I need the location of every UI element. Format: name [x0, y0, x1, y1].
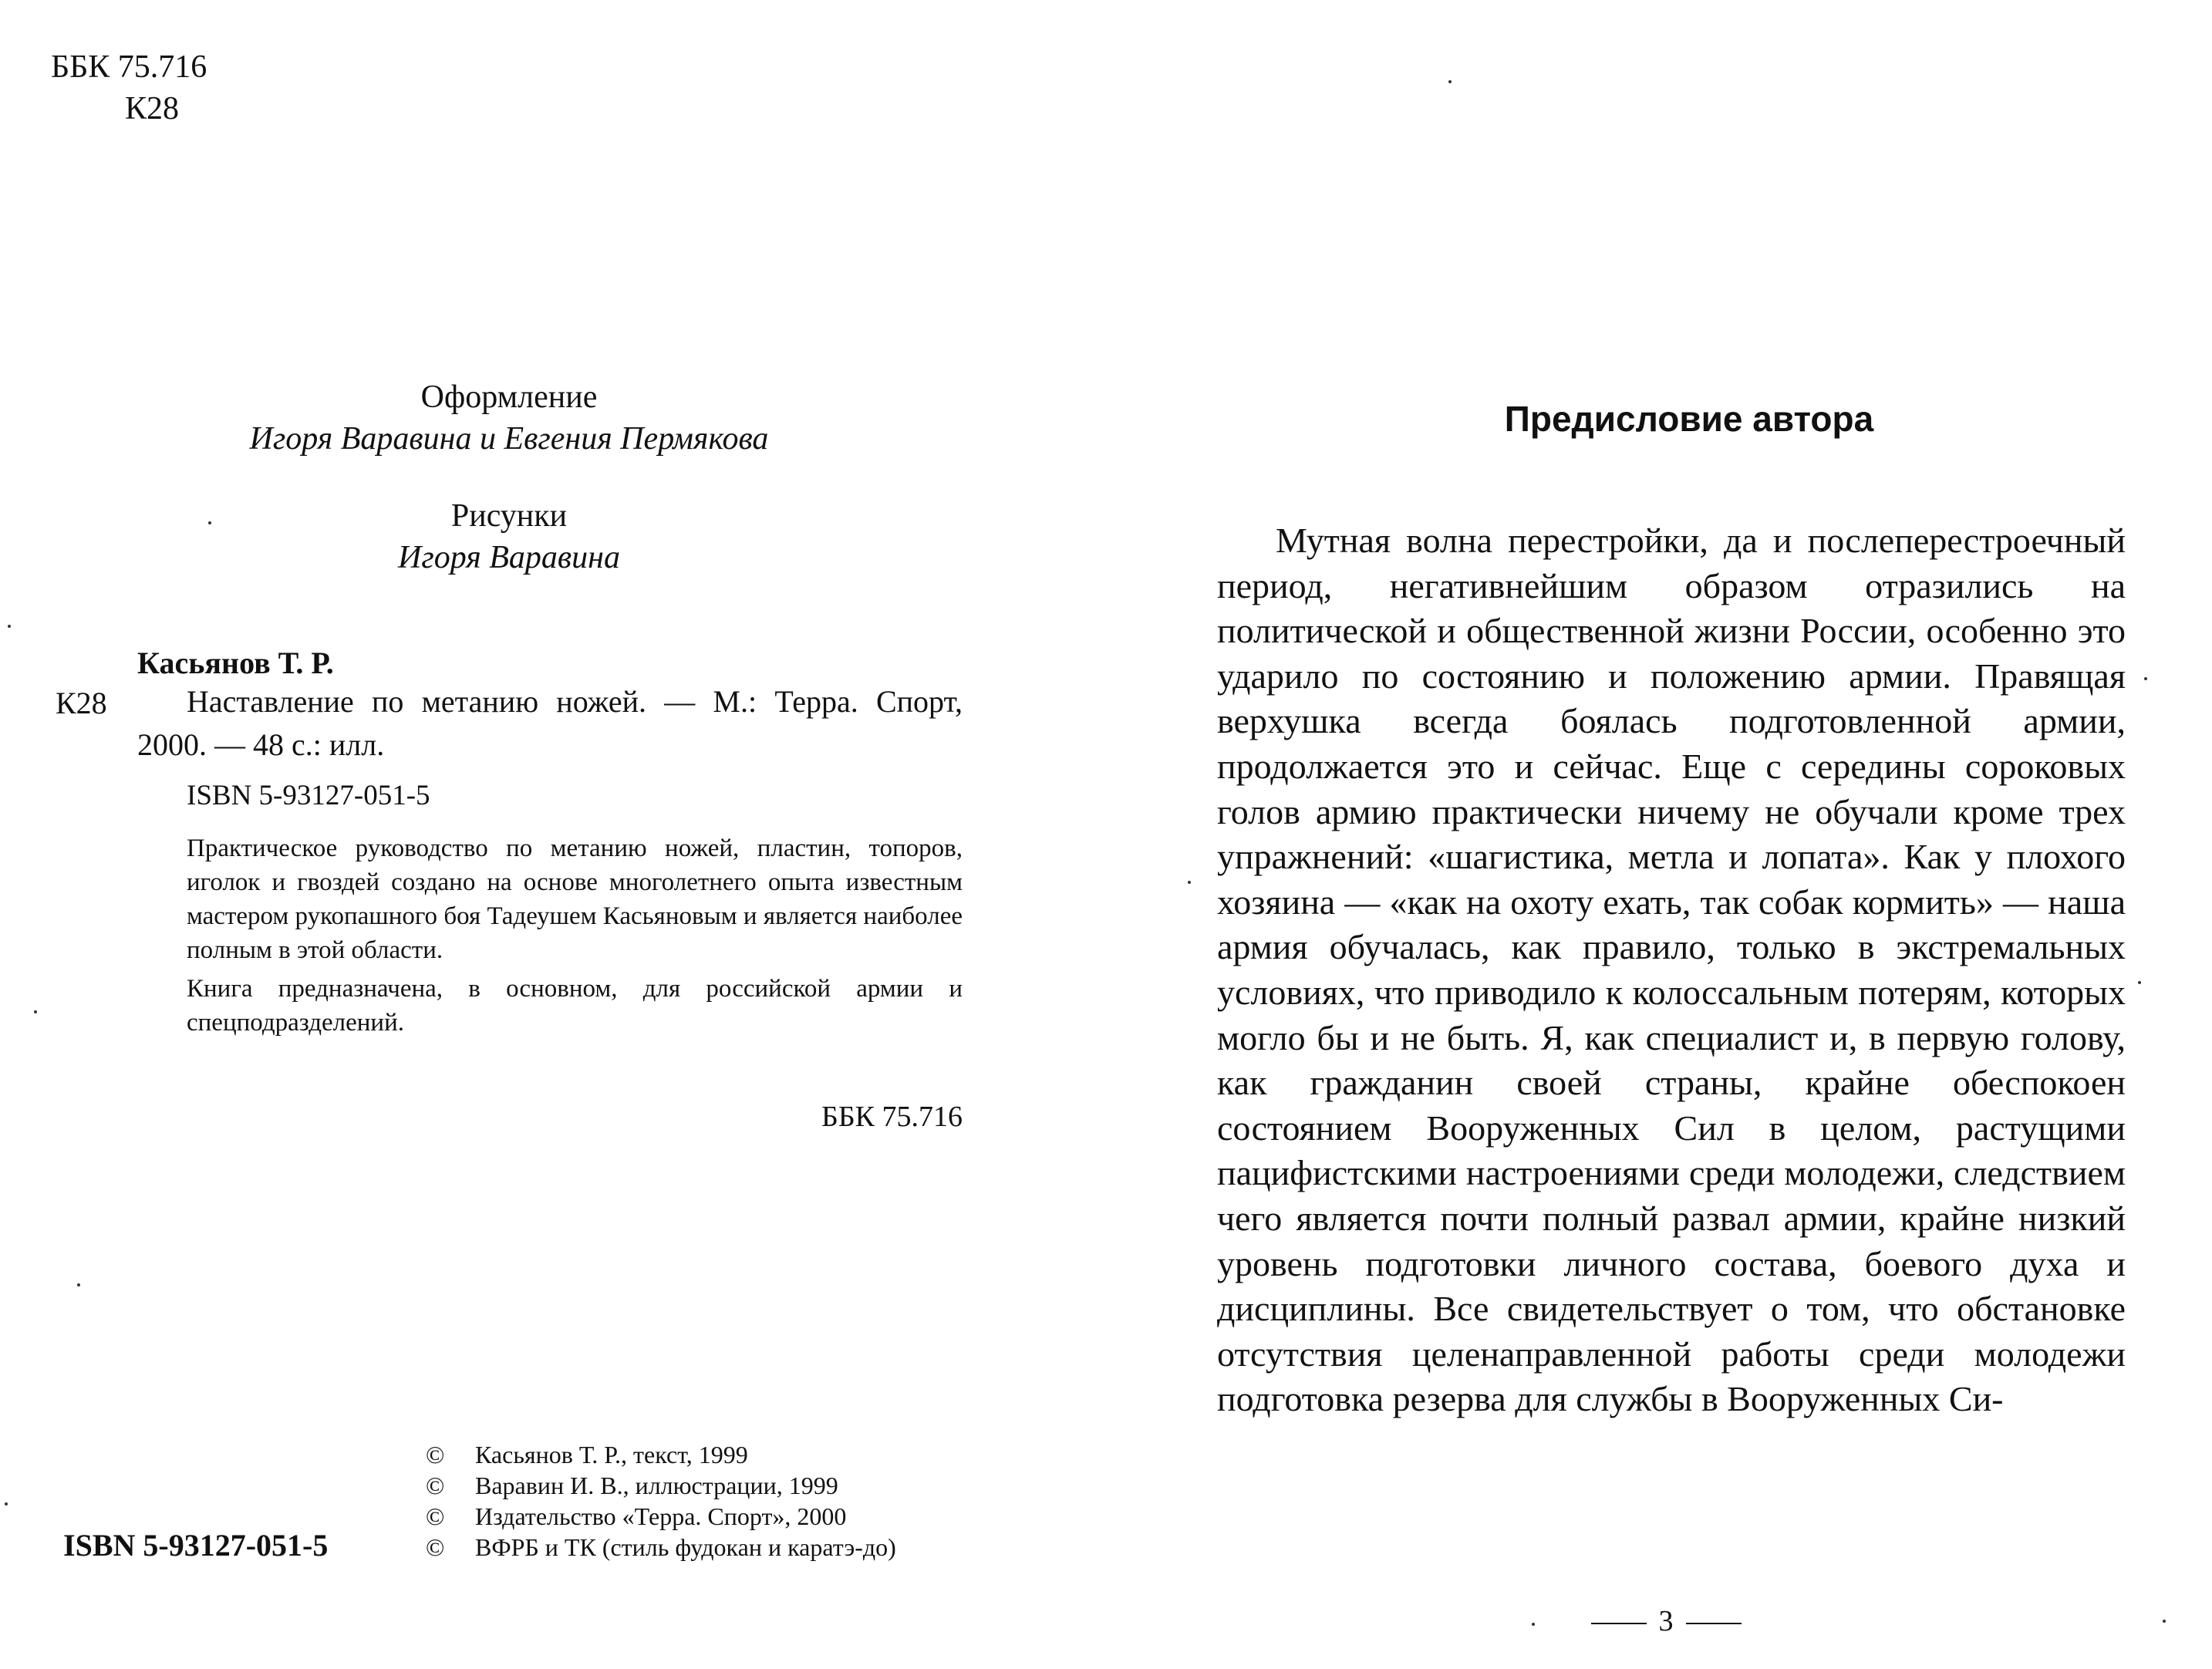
design-credits	[216, 376, 802, 578]
scan-speck	[2144, 677, 2147, 680]
copyright-icon: ©	[426, 1441, 445, 1468]
bibliographic-description: Наставление по метанию ножей. — М.: Терра. Спорт, 2000. — 48 с.: илл.	[137, 684, 963, 762]
drawings-names: Игоря Варавина	[398, 540, 620, 575]
scan-speck	[2138, 981, 2141, 984]
copyright-text: ВФРБ и ТК (стиль фудокан и каратэ-до)	[475, 1533, 896, 1561]
bbk-classification	[51, 46, 207, 130]
copyright-icon: ©	[426, 1472, 445, 1499]
copyright-row	[426, 1439, 896, 1470]
side-author-mark: К28	[56, 686, 107, 720]
copyright-text: Издательство «Терра. Спорт», 2000	[475, 1502, 847, 1530]
book-author: Касьянов Т. Р.	[137, 646, 334, 680]
book-annotation	[187, 831, 963, 1044]
drawings-label: Рисунки	[450, 498, 568, 534]
bbk-code-bottom: ББК 75.716	[821, 1101, 963, 1133]
scan-speck	[1188, 881, 1191, 884]
copyright-text: Касьянов Т. Р., текст, 1999	[475, 1441, 748, 1468]
scan-speck	[1448, 80, 1452, 83]
copyright-row	[426, 1470, 896, 1501]
annotation-paragraph: Практическое руководство по метанию ножей, пластин, топоров, иголок и гвоздей создано на основе многолетнего опыта известным мастером рукопашного боя Тадеушем Касьяновым и является наиболее полным в этой области.	[187, 834, 963, 964]
page-number	[1558, 1604, 1774, 1638]
page-number-value: 3	[1658, 1605, 1674, 1637]
design-label: Оформление	[420, 379, 598, 415]
design-names: Игоря Варавина и Евгения Пермякова	[249, 421, 769, 457]
isbn-bottom: ISBN 5-93127-051-5	[63, 1528, 329, 1563]
annotation-paragraph: Книга предназначена, в основном, для российской армии и спецподразделений.	[187, 975, 963, 1037]
scan-speck	[8, 625, 11, 628]
page-rule-left	[1591, 1623, 1647, 1624]
scan-speck	[34, 1010, 37, 1013]
scan-speck	[208, 521, 211, 524]
page-rule-right	[1686, 1623, 1742, 1624]
chapter-title: Предисловие автора	[1504, 399, 1874, 439]
isbn-entry: ISBN 5-93127-051-5	[187, 780, 430, 811]
preface-body: Мутная волна перестройки, да и послеперестроечный период, негативнейшим образом отразились на политической и общественной жизни России, особенно это ударило по состоянию и положению армии. Правящая верхушка всегда боялась подготовленной армии, продолжается это и сейчас. Еще с середины сороковых голов армию практически ничему не обучали кроме трех упражнений: «шагистика, метла и лопата». Как у плохого хозяина — «как на охоту ехать, так собак кормить» — наша армия обучалась, как правило, только в экстремальных условиях, что приводило к колоссальным потерям, которых могло бы и не быть. Я, как специалист и, в первую голову, как гражданин своей страны, крайне обеспокоен состоянием Вооруженных Сил в целом, растущими пацифистскими настроениями среди молодежи, следствием чего является почти полный развал армии, крайне низкий уровень подготовки личного состава, боевого духа и дисциплины. Все свидетельствует о том, что обстановке отсутствия целенаправленной работы среди молодежи подготовка резерва для службы в Вооруженных Си-	[1217, 521, 2126, 1419]
scan-speck	[77, 1283, 80, 1286]
scan-speck	[2163, 1620, 2166, 1623]
copyright-list	[426, 1439, 896, 1563]
author-mark: К28	[125, 91, 180, 126]
copyright-icon: ©	[426, 1502, 445, 1530]
copyright-text: Варавин И. В., иллюстрации, 1999	[475, 1472, 838, 1499]
scan-speck	[5, 1502, 8, 1505]
scan-speck	[1532, 1623, 1535, 1626]
copyright-icon: ©	[426, 1533, 445, 1561]
bbk-code: ББК 75.716	[51, 49, 207, 85]
copyright-row	[426, 1501, 896, 1532]
copyright-row	[426, 1532, 896, 1563]
